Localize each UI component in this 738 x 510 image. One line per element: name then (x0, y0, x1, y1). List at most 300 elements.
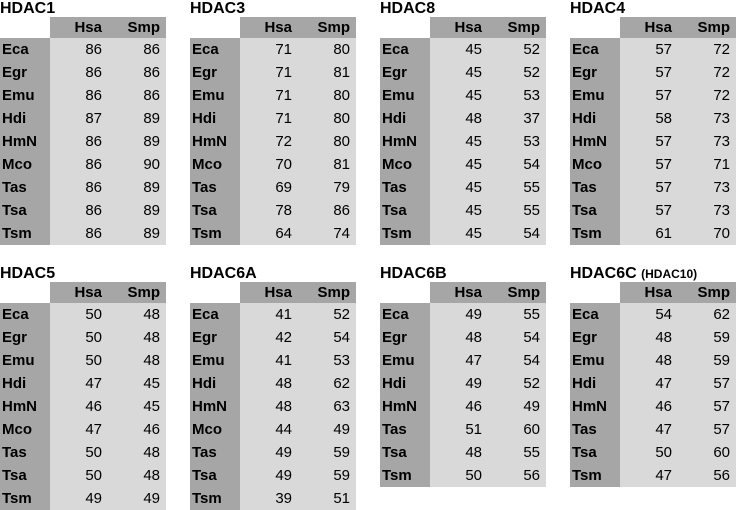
row-label: Tas (570, 418, 620, 441)
smp-value: 53 (488, 84, 546, 107)
table-row (0, 153, 166, 176)
row-label: Hdi (0, 372, 50, 395)
smp-value: 80 (298, 38, 356, 61)
smp-value: 80 (298, 107, 356, 130)
smp-value: 74 (298, 222, 356, 245)
hsa-value: 61 (620, 222, 678, 245)
smp-value: 53 (488, 130, 546, 153)
row-label: Egr (0, 61, 50, 84)
table-row (380, 303, 546, 326)
row-label: Tsa (190, 199, 240, 222)
smp-value: 49 (108, 487, 166, 510)
table-row (380, 418, 546, 441)
panel-title-text: HDAC5 (0, 265, 56, 282)
hsa-value: 64 (240, 222, 298, 245)
table-row (0, 130, 166, 153)
row-label: Tsa (380, 441, 430, 464)
row-label: HmN (570, 395, 620, 418)
row-label: HmN (0, 130, 50, 153)
row-label: Tas (0, 441, 50, 464)
smp-value: 86 (298, 199, 356, 222)
hsa-value: 86 (50, 130, 108, 153)
table-row (0, 372, 166, 395)
hsa-value: 39 (240, 487, 298, 510)
hsa-value: 86 (50, 199, 108, 222)
row-label: Egr (0, 326, 50, 349)
hsa-value: 48 (430, 441, 488, 464)
smp-value: 89 (108, 176, 166, 199)
row-label: Tas (380, 176, 430, 199)
table-row (190, 441, 356, 464)
panel-title (190, 265, 356, 282)
column-header-hsa: Hsa (620, 282, 678, 303)
row-label: Eca (380, 38, 430, 61)
column-header-hsa: Hsa (50, 17, 108, 38)
smp-value: 55 (488, 441, 546, 464)
hsa-value: 46 (620, 395, 678, 418)
row-label: Mco (380, 153, 430, 176)
table-row (0, 107, 166, 130)
hsa-value: 50 (50, 441, 108, 464)
row-label: Emu (190, 84, 240, 107)
table-row (0, 222, 166, 245)
smp-value: 55 (488, 176, 546, 199)
row-label: Hdi (380, 107, 430, 130)
smp-value: 73 (678, 176, 736, 199)
hsa-value: 44 (240, 418, 298, 441)
row-label: Mco (570, 153, 620, 176)
row-label: Eca (570, 303, 620, 326)
table-row (190, 464, 356, 487)
panel-title-text: HDAC6B (380, 265, 447, 282)
hsa-value: 86 (50, 176, 108, 199)
panel-title-text: HDAC6C (570, 265, 637, 282)
smp-value: 57 (678, 395, 736, 418)
header-row (190, 17, 356, 38)
table-row (570, 418, 736, 441)
smp-value: 49 (488, 395, 546, 418)
table-row (0, 349, 166, 372)
hsa-value: 48 (620, 349, 678, 372)
row-label: Egr (380, 326, 430, 349)
table-row (190, 395, 356, 418)
hsa-value: 48 (240, 372, 298, 395)
header-row (380, 17, 546, 38)
panel-hdac5 (0, 265, 166, 510)
hsa-value: 47 (50, 418, 108, 441)
smp-value: 71 (678, 153, 736, 176)
row-label: Eca (0, 38, 50, 61)
hsa-value: 78 (240, 199, 298, 222)
table-row (570, 176, 736, 199)
table-row (570, 222, 736, 245)
smp-value: 57 (678, 372, 736, 395)
identity-table (190, 282, 356, 510)
hsa-value: 45 (430, 61, 488, 84)
hsa-value: 87 (50, 107, 108, 130)
row-label: Tsa (190, 464, 240, 487)
table-row (380, 107, 546, 130)
panel-title-text: HDAC6A (190, 265, 257, 282)
identity-table (570, 17, 736, 245)
table-row (190, 372, 356, 395)
row-label: Tsm (0, 487, 50, 510)
panel-hdac6b (380, 265, 546, 487)
smp-value: 70 (678, 222, 736, 245)
table-row (380, 199, 546, 222)
row-label: Egr (190, 61, 240, 84)
corner-cell (380, 17, 430, 38)
row-label: Tas (570, 176, 620, 199)
row-label: Egr (380, 61, 430, 84)
panel-title (570, 265, 736, 282)
row-label: Emu (570, 349, 620, 372)
column-header-hsa: Hsa (240, 17, 298, 38)
smp-value: 62 (678, 303, 736, 326)
row-label: Tsa (570, 441, 620, 464)
table-row (380, 464, 546, 487)
hsa-value: 47 (620, 464, 678, 487)
smp-value: 59 (678, 326, 736, 349)
table-row (570, 130, 736, 153)
smp-value: 45 (108, 372, 166, 395)
row-label: Egr (570, 326, 620, 349)
header-row (0, 282, 166, 303)
hsa-value: 41 (240, 303, 298, 326)
row-label: Emu (380, 349, 430, 372)
row-label: Tsa (570, 199, 620, 222)
table-row (0, 418, 166, 441)
column-header-hsa: Hsa (430, 17, 488, 38)
table-row (0, 395, 166, 418)
header-row (570, 17, 736, 38)
hsa-value: 57 (620, 84, 678, 107)
smp-value: 72 (678, 61, 736, 84)
table-row (0, 61, 166, 84)
table-row (190, 349, 356, 372)
panel-hdac1 (0, 0, 166, 245)
row-label: Tsm (570, 464, 620, 487)
row-label: HmN (190, 130, 240, 153)
hsa-value: 46 (430, 395, 488, 418)
smp-value: 48 (108, 303, 166, 326)
row-label: Tas (190, 441, 240, 464)
hsa-value: 50 (620, 441, 678, 464)
row-label: Tsm (380, 222, 430, 245)
hsa-value: 49 (50, 487, 108, 510)
table-row (380, 61, 546, 84)
hsa-value: 51 (430, 418, 488, 441)
corner-cell (570, 282, 620, 303)
hsa-value: 45 (430, 222, 488, 245)
panel-hdac6a (190, 265, 356, 510)
hsa-value: 86 (50, 38, 108, 61)
table-row (380, 38, 546, 61)
header-row (0, 17, 166, 38)
hsa-value: 47 (620, 418, 678, 441)
row-label: Tsm (0, 222, 50, 245)
smp-value: 80 (298, 130, 356, 153)
row-label: Tas (0, 176, 50, 199)
row-label: Egr (570, 61, 620, 84)
row-label: Tsa (380, 199, 430, 222)
table-row (190, 61, 356, 84)
table-row (380, 372, 546, 395)
hsa-value: 58 (620, 107, 678, 130)
hsa-value: 50 (50, 303, 108, 326)
smp-value: 53 (298, 349, 356, 372)
identity-table (380, 282, 546, 487)
hsa-value: 41 (240, 349, 298, 372)
hsa-value: 47 (50, 372, 108, 395)
row-label: Hdi (190, 372, 240, 395)
smp-value: 72 (678, 84, 736, 107)
hsa-value: 47 (430, 349, 488, 372)
corner-cell (190, 282, 240, 303)
hsa-value: 48 (430, 326, 488, 349)
smp-value: 48 (108, 441, 166, 464)
smp-value: 45 (108, 395, 166, 418)
row-label: Tsa (0, 464, 50, 487)
smp-value: 86 (108, 61, 166, 84)
panel-hdac3 (190, 0, 356, 245)
corner-cell (0, 17, 50, 38)
identity-table (380, 17, 546, 245)
identity-table (0, 17, 166, 245)
smp-value: 81 (298, 153, 356, 176)
row-label: Emu (570, 84, 620, 107)
corner-cell (380, 282, 430, 303)
smp-value: 54 (488, 326, 546, 349)
smp-value: 89 (108, 107, 166, 130)
table-row (190, 153, 356, 176)
table-row (570, 107, 736, 130)
identity-table (570, 282, 736, 487)
hsa-value: 71 (240, 107, 298, 130)
panel-title (190, 0, 356, 17)
hsa-value: 49 (240, 464, 298, 487)
smp-value: 51 (298, 487, 356, 510)
hsa-value: 57 (620, 130, 678, 153)
table-row (0, 199, 166, 222)
table-row (570, 464, 736, 487)
column-header-smp: Smp (108, 17, 166, 38)
row-label: Hdi (190, 107, 240, 130)
smp-value: 49 (298, 418, 356, 441)
row-label: Eca (0, 303, 50, 326)
column-header-smp: Smp (678, 17, 736, 38)
hsa-value: 86 (50, 153, 108, 176)
table-row (190, 130, 356, 153)
smp-value: 73 (678, 107, 736, 130)
smp-value: 73 (678, 130, 736, 153)
corner-cell (0, 282, 50, 303)
smp-value: 54 (488, 349, 546, 372)
smp-value: 52 (298, 303, 356, 326)
smp-value: 48 (108, 326, 166, 349)
panel-title (380, 0, 546, 17)
table-row (190, 199, 356, 222)
smp-value: 55 (488, 303, 546, 326)
table-row (190, 38, 356, 61)
hsa-value: 45 (430, 153, 488, 176)
panel-subtitle: (HDAC10) (641, 267, 698, 281)
smp-value: 81 (298, 61, 356, 84)
panel-title-text: HDAC8 (380, 0, 436, 17)
smp-value: 52 (488, 372, 546, 395)
hsa-value: 70 (240, 153, 298, 176)
hsa-value: 50 (50, 326, 108, 349)
hsa-value: 46 (50, 395, 108, 418)
hsa-value: 57 (620, 61, 678, 84)
row-label: Mco (190, 153, 240, 176)
panel-title (380, 265, 546, 282)
hsa-value: 57 (620, 199, 678, 222)
smp-value: 46 (108, 418, 166, 441)
row-label: Tsm (380, 464, 430, 487)
row-label: HmN (0, 395, 50, 418)
smp-value: 48 (108, 349, 166, 372)
table-row (380, 349, 546, 372)
table-row (570, 441, 736, 464)
smp-value: 86 (108, 84, 166, 107)
smp-value: 79 (298, 176, 356, 199)
table-row (190, 487, 356, 510)
row-label: Tsm (570, 222, 620, 245)
row-label: HmN (570, 130, 620, 153)
hsa-value: 57 (620, 38, 678, 61)
hsa-value: 45 (430, 38, 488, 61)
panel-hdac4 (570, 0, 736, 245)
row-label: HmN (190, 395, 240, 418)
hsa-value: 57 (620, 153, 678, 176)
column-header-hsa: Hsa (50, 282, 108, 303)
smp-value: 80 (298, 84, 356, 107)
table-row (380, 395, 546, 418)
table-row (0, 303, 166, 326)
table-row (380, 84, 546, 107)
smp-value: 52 (488, 38, 546, 61)
table-row (0, 464, 166, 487)
row-label: Mco (0, 418, 50, 441)
smp-value: 72 (678, 38, 736, 61)
table-row (190, 107, 356, 130)
row-label: Emu (0, 349, 50, 372)
table-row (0, 441, 166, 464)
table-row (570, 61, 736, 84)
table-row (570, 84, 736, 107)
hsa-value: 45 (430, 176, 488, 199)
hsa-value: 86 (50, 222, 108, 245)
hsa-value: 45 (430, 130, 488, 153)
hsa-value: 49 (240, 441, 298, 464)
table-row (570, 372, 736, 395)
row-label: Emu (0, 84, 50, 107)
panel-title-text: HDAC1 (0, 0, 56, 17)
smp-value: 54 (488, 222, 546, 245)
panel-title (570, 0, 736, 17)
panel-title-text: HDAC4 (570, 0, 626, 17)
table-row (380, 222, 546, 245)
table-row (0, 176, 166, 199)
hsa-value: 50 (50, 349, 108, 372)
hsa-value: 48 (240, 395, 298, 418)
row-label: Emu (380, 84, 430, 107)
table-row (0, 487, 166, 510)
hsa-value: 54 (620, 303, 678, 326)
table-row (570, 199, 736, 222)
column-header-smp: Smp (678, 282, 736, 303)
smp-value: 63 (298, 395, 356, 418)
hsa-value: 45 (430, 199, 488, 222)
hsa-value: 42 (240, 326, 298, 349)
row-label: Tsa (0, 199, 50, 222)
hsa-value: 50 (430, 464, 488, 487)
smp-value: 89 (108, 222, 166, 245)
row-label: Mco (190, 418, 240, 441)
hsa-value: 49 (430, 372, 488, 395)
smp-value: 59 (678, 349, 736, 372)
table-row (570, 395, 736, 418)
table-row (190, 176, 356, 199)
row-label: Hdi (570, 372, 620, 395)
hsa-value: 86 (50, 84, 108, 107)
smp-value: 59 (298, 441, 356, 464)
row-label: HmN (380, 130, 430, 153)
row-label: Tas (380, 418, 430, 441)
corner-cell (190, 17, 240, 38)
panel-hdac8 (380, 0, 546, 245)
table-row (190, 326, 356, 349)
smp-value: 57 (678, 418, 736, 441)
hsa-value: 71 (240, 84, 298, 107)
row-label: Eca (190, 38, 240, 61)
table-row (380, 326, 546, 349)
row-label: Egr (190, 326, 240, 349)
table-row (190, 303, 356, 326)
row-label: Mco (0, 153, 50, 176)
table-row (0, 84, 166, 107)
table-row (190, 84, 356, 107)
panel-title-text: HDAC3 (190, 0, 246, 17)
row-label: Hdi (380, 372, 430, 395)
row-label: Tsm (190, 222, 240, 245)
column-header-smp: Smp (488, 17, 546, 38)
smp-value: 55 (488, 199, 546, 222)
smp-value: 89 (108, 130, 166, 153)
header-row (380, 282, 546, 303)
row-label: Tsm (190, 487, 240, 510)
table-row (380, 441, 546, 464)
smp-value: 54 (298, 326, 356, 349)
panel-hdac6c (570, 265, 736, 487)
row-label: Eca (570, 38, 620, 61)
hsa-value: 71 (240, 38, 298, 61)
table-row (570, 38, 736, 61)
header-row (570, 282, 736, 303)
smp-value: 56 (488, 464, 546, 487)
panel-title (0, 265, 166, 282)
panel-title (0, 0, 166, 17)
smp-value: 54 (488, 153, 546, 176)
smp-value: 60 (488, 418, 546, 441)
row-label: Hdi (0, 107, 50, 130)
column-header-smp: Smp (108, 282, 166, 303)
hsa-value: 50 (50, 464, 108, 487)
column-header-smp: Smp (488, 282, 546, 303)
table-row (380, 153, 546, 176)
smp-value: 86 (108, 38, 166, 61)
